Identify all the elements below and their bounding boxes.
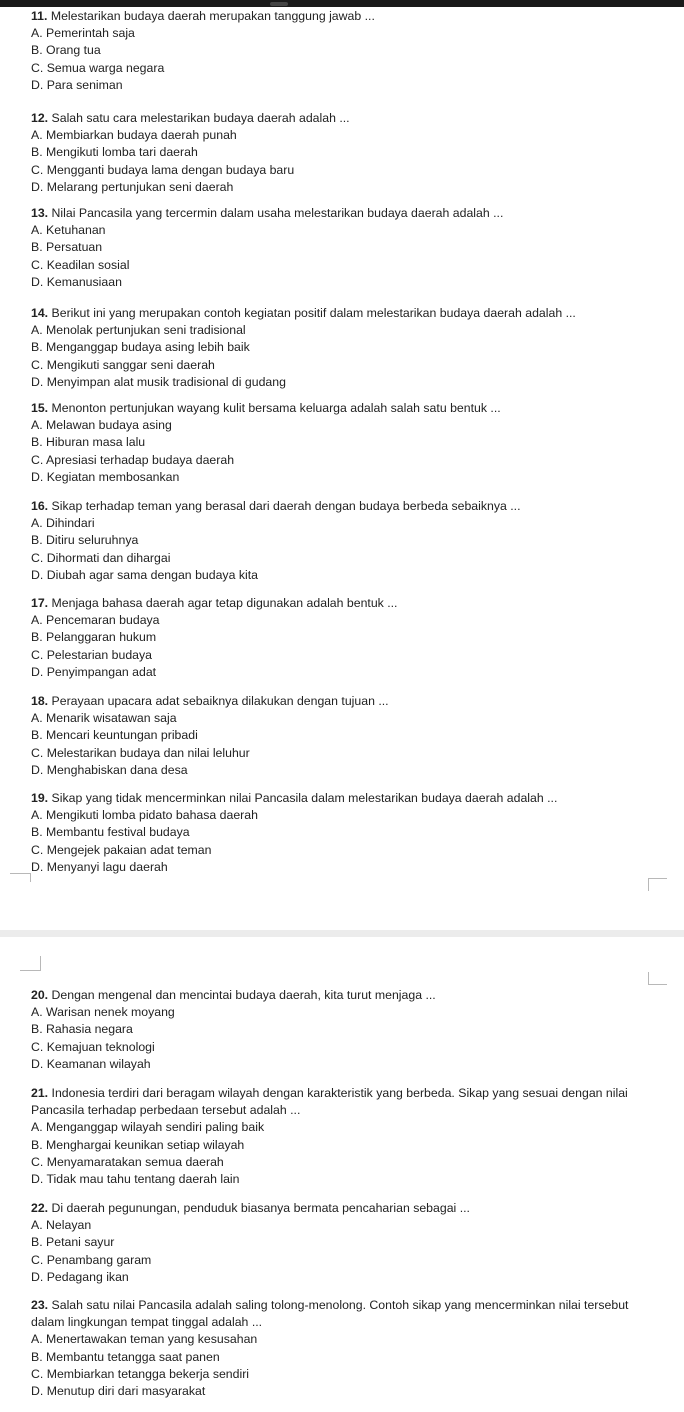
- question-12: [31, 110, 661, 196]
- option-a[interactable]: A. Warisan nenek moyang: [31, 1005, 175, 1020]
- question-number: 11.: [31, 9, 48, 23]
- option-d[interactable]: D. Keamanan wilayah: [31, 1056, 151, 1071]
- option-d[interactable]: D. Tidak mau tahu tentang daerah lain: [31, 1172, 240, 1187]
- question-21: [31, 1085, 661, 1188]
- option-c[interactable]: C. Menyamaratakan semua daerah: [31, 1154, 224, 1169]
- option-d[interactable]: D. Pedagang ikan: [31, 1269, 129, 1284]
- option-a[interactable]: A. Menertawakan teman yang kesusahan: [31, 1332, 258, 1347]
- option-a[interactable]: A. Ketuhanan: [31, 223, 106, 238]
- question-stem: [31, 305, 661, 322]
- option-a[interactable]: A. Dihindari: [31, 516, 95, 531]
- option-c[interactable]: C. Keadilan sosial: [31, 257, 130, 272]
- question-number: 17.: [31, 596, 49, 610]
- option-d[interactable]: D. Penyimpangan adat: [31, 664, 157, 679]
- question-stem: [31, 1297, 661, 1331]
- option-d[interactable]: D. Kegiatan membosankan: [31, 469, 180, 484]
- question-text: Salah satu cara melestarikan budaya daerah adalah ...: [51, 111, 350, 125]
- question-stem: [31, 1085, 661, 1119]
- option-a[interactable]: A. Membiarkan budaya daerah punah: [31, 128, 237, 143]
- option-c[interactable]: C. Mengejek pakaian adat teman: [31, 842, 212, 857]
- crop-mark-left: [10, 873, 31, 882]
- option-d[interactable]: D. Melarang pertunjukan seni daerah: [31, 179, 234, 194]
- option-a[interactable]: A. Menolak pertunjukan seni tradisional: [31, 323, 246, 338]
- question-text: Melestarikan budaya daerah merupakan tanggung jawab ...: [50, 9, 375, 23]
- top-bar-notch: [270, 2, 288, 6]
- question-stem: [31, 595, 661, 612]
- option-a[interactable]: A. Melawan budaya asing: [31, 418, 172, 433]
- option-c[interactable]: C. Kemajuan teknologi: [31, 1039, 155, 1054]
- question-number: 21.: [31, 1086, 49, 1100]
- question-number: 22.: [31, 1201, 49, 1215]
- question-number: 12.: [31, 111, 49, 125]
- option-b[interactable]: B. Mengikuti lomba tari daerah: [31, 145, 198, 160]
- question-text: Sikap yang tidak mencerminkan nilai Pancasila dalam melestarikan budaya daerah adalah ...: [51, 791, 558, 805]
- question-stem: [31, 790, 661, 807]
- question-number: 23.: [31, 1298, 49, 1312]
- question-stem: [31, 498, 661, 515]
- question-number: 14.: [31, 306, 49, 320]
- question-16: [31, 498, 661, 584]
- question-14: [31, 305, 661, 391]
- option-a[interactable]: A. Pencemaran budaya: [31, 613, 160, 628]
- option-c[interactable]: C. Dihormati dan dihargai: [31, 550, 171, 565]
- question-text: Menjaga bahasa daerah agar tetap digunakan adalah bentuk ...: [51, 596, 398, 610]
- page-separator: [0, 930, 684, 937]
- question-text: Di daerah pegunungan, penduduk biasanya bermata pencaharian sebagai ...: [51, 1201, 470, 1215]
- option-a[interactable]: A. Mengikuti lomba pidato bahasa daerah: [31, 808, 258, 823]
- option-b[interactable]: B. Orang tua: [31, 43, 101, 58]
- worksheet-page-1: [0, 8, 684, 888]
- question-number: 15.: [31, 401, 49, 415]
- option-d[interactable]: D. Menghabiskan dana desa: [31, 762, 188, 777]
- question-18: [31, 693, 661, 779]
- option-c[interactable]: C. Melestarikan budaya dan nilai leluhur: [31, 745, 250, 760]
- question-text: Nilai Pancasila yang tercermin dalam usaha melestarikan budaya daerah adalah ...: [51, 206, 504, 220]
- option-d[interactable]: D. Diubah agar sama dengan budaya kita: [31, 567, 258, 582]
- option-c[interactable]: C. Mengikuti sanggar seni daerah: [31, 357, 215, 372]
- crop-mark-right: [648, 972, 667, 985]
- option-b[interactable]: B. Membantu festival budaya: [31, 825, 190, 840]
- option-b[interactable]: B. Hiburan masa lalu: [31, 435, 146, 450]
- question-number: 13.: [31, 206, 49, 220]
- option-c[interactable]: C. Semua warga negara: [31, 60, 165, 75]
- option-d[interactable]: D. Menyanyi lagu daerah: [31, 859, 168, 874]
- question-text: Berikut ini yang merupakan contoh kegiatan positif dalam melestarikan budaya daerah adalah ...: [51, 306, 576, 320]
- question-23: [31, 1297, 661, 1400]
- question-stem: [31, 1200, 661, 1217]
- option-b[interactable]: B. Pelanggaran hukum: [31, 630, 157, 645]
- option-c[interactable]: C. Membiarkan tetangga bekerja sendiri: [31, 1366, 250, 1381]
- question-stem: [31, 693, 661, 710]
- question-text: Sikap terhadap teman yang berasal dari daerah dengan budaya berbeda sebaiknya ...: [51, 499, 521, 513]
- question-number: 18.: [31, 694, 49, 708]
- option-d[interactable]: D. Para seniman: [31, 77, 123, 92]
- question-22: [31, 1200, 661, 1286]
- question-stem: [31, 110, 661, 127]
- question-11: [31, 8, 661, 94]
- question-text: Indonesia terdiri dari beragam wilayah dengan karakteristik yang berbeda. Sikap yang sesuai dengan nilai Pancasila terhadap perbedaan tersebut adalah ...: [31, 1086, 628, 1118]
- option-c[interactable]: C. Pelestarian budaya: [31, 647, 152, 662]
- option-c[interactable]: C. Mengganti budaya lama dengan budaya baru: [31, 162, 295, 177]
- option-b[interactable]: B. Rahasia negara: [31, 1022, 133, 1037]
- question-stem: [31, 400, 661, 417]
- question-text: Perayaan upacara adat sebaiknya dilakukan dengan tujuan ...: [51, 694, 389, 708]
- top-bar: [0, 0, 684, 7]
- option-a[interactable]: A. Menarik wisatawan saja: [31, 711, 177, 726]
- question-stem: [31, 8, 661, 25]
- option-b[interactable]: B. Menghargai keunikan setiap wilayah: [31, 1137, 245, 1152]
- question-20: [31, 987, 661, 1073]
- option-c[interactable]: C. Penambang garam: [31, 1252, 152, 1267]
- option-a[interactable]: A. Menganggap wilayah sendiri paling baik: [31, 1120, 265, 1135]
- option-b[interactable]: B. Ditiru seluruhnya: [31, 533, 139, 548]
- question-number: 19.: [31, 791, 49, 805]
- crop-mark-left: [20, 956, 41, 971]
- question-17: [31, 595, 661, 681]
- option-d[interactable]: D. Menyimpan alat musik tradisional di gudang: [31, 374, 286, 389]
- question-stem: [31, 205, 661, 222]
- question-number: 16.: [31, 499, 49, 513]
- option-b[interactable]: B. Membantu tetangga saat panen: [31, 1349, 220, 1364]
- question-text: Menonton pertunjukan wayang kulit bersama keluarga adalah salah satu bentuk ...: [51, 401, 501, 415]
- question-stem: [31, 987, 661, 1004]
- option-b[interactable]: B. Persatuan: [31, 240, 103, 255]
- question-text: Salah satu nilai Pancasila adalah saling tolong-menolong. Contoh sikap yang mencerminkan nilai tersebut dalam lingkungan tempat tinggal adalah ...: [31, 1298, 629, 1330]
- option-b[interactable]: B. Petani sayur: [31, 1235, 115, 1250]
- option-c[interactable]: C. Apresiasi terhadap budaya daerah: [31, 452, 235, 467]
- option-a[interactable]: A. Pemerintah saja: [31, 26, 135, 41]
- option-a[interactable]: A. Nelayan: [31, 1218, 92, 1233]
- question-number: 20.: [31, 988, 49, 1002]
- option-b[interactable]: B. Mencari keuntungan pribadi: [31, 728, 198, 743]
- question-13: [31, 205, 661, 291]
- worksheet-page-2: [0, 940, 684, 1412]
- option-b[interactable]: B. Menganggap budaya asing lebih baik: [31, 340, 250, 355]
- question-text: Dengan mengenal dan mencintai budaya daerah, kita turut menjaga ...: [51, 988, 436, 1002]
- option-d[interactable]: D. Kemanusiaan: [31, 274, 122, 289]
- crop-mark-right: [648, 878, 667, 891]
- option-d[interactable]: D. Menutup diri dari masyarakat: [31, 1384, 206, 1399]
- question-19: [31, 790, 661, 876]
- question-15: [31, 400, 661, 486]
